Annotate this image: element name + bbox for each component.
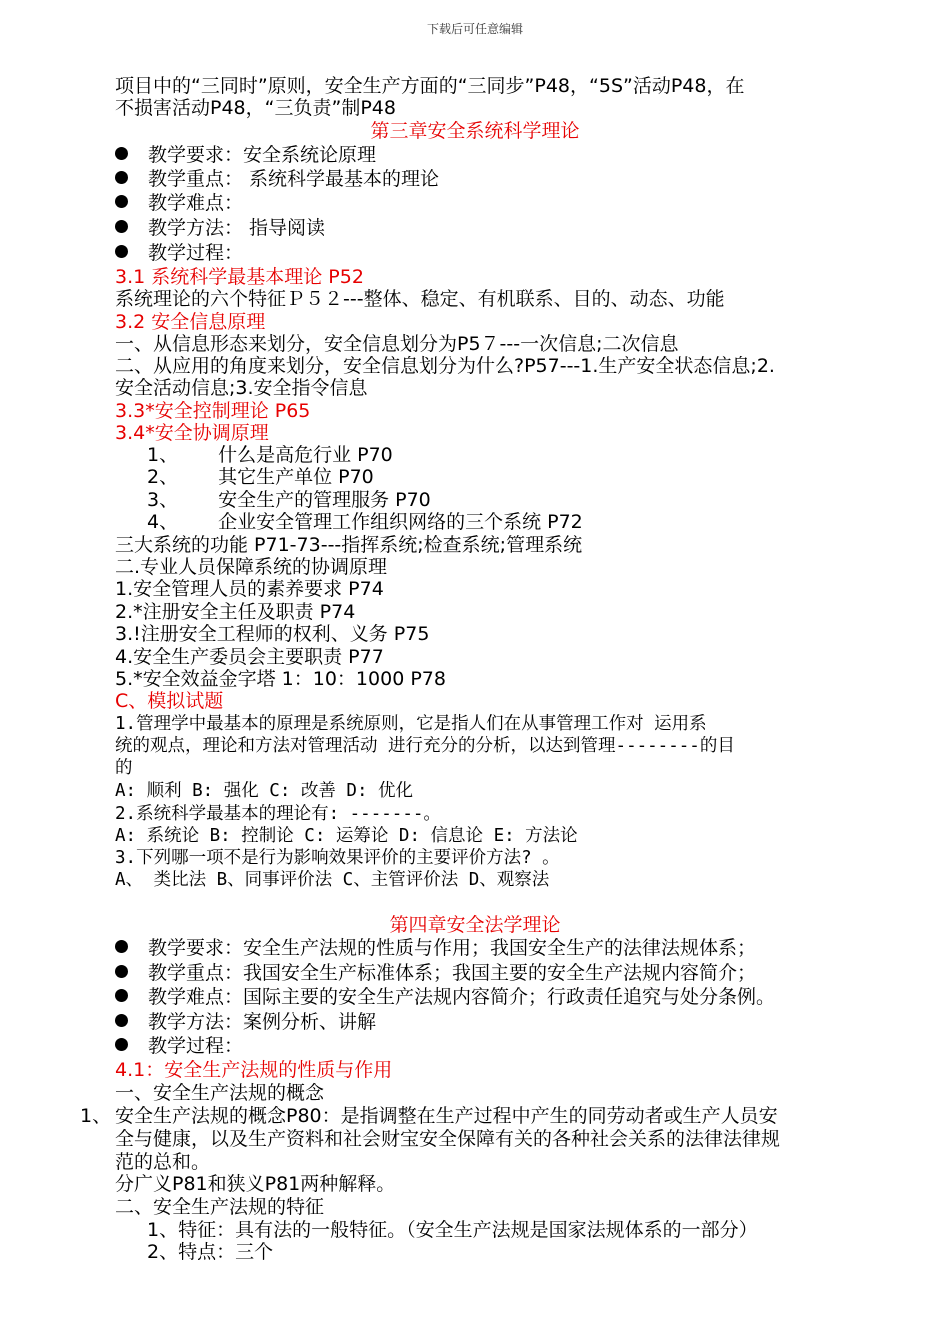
section-3-2-title: 3.2 安全信息原理 xyxy=(115,311,266,333)
item-1-line-1: 安全生产法规的概念P80：是指调整在生产过程中产生的同劳动者或生产人员安 xyxy=(115,1105,778,1127)
section-3-1-title: 3.1 系统科学最基本理论 P52 xyxy=(115,266,364,288)
mock-line-8: A、 类比法 B、同事评价法 C、主管评价法 D、观察法 xyxy=(115,870,550,890)
section-3-2-line-3: 安全活动信息;3.安全指令信息 xyxy=(115,377,368,399)
section-3-4-line-4: 2.*注册安全主任及职责 P74 xyxy=(115,601,356,623)
section-3-2-line-2: 二、从应用的角度来划分，安全信息划分为什么?P57---1.生产安全状态信息;2. xyxy=(115,355,775,377)
mock-line-7: 3.下列哪一项不是行为影响效果评价的主要评价方法? 。 xyxy=(115,848,560,868)
bullet-icon xyxy=(115,965,128,978)
section-3-4-line-2: 二.专业人员保障系统的协调原理 xyxy=(115,556,388,578)
page-header: 下载后可任意编辑 xyxy=(426,22,523,36)
bullet-icon xyxy=(115,171,128,184)
bullet-icon xyxy=(115,147,128,160)
intro-line-2: 不损害活动P48，“三负责”制P48 xyxy=(115,97,396,119)
ch3-bullet-2: 教学重点： 系统科学最基本的理论 xyxy=(115,168,439,190)
bullet-icon xyxy=(115,220,128,233)
section-3-1-text: 系统理论的六个特征Ｐ５２---整体、稳定、有机联系、目的、动态、功能 xyxy=(115,288,725,310)
mock-test-title: C、模拟试题 xyxy=(115,690,224,712)
section-3-4-line-5: 3.!注册安全工程师的权利、义务 P75 xyxy=(115,623,430,645)
section-4-1-title: 4.1：安全生产法规的性质与作用 xyxy=(115,1059,393,1081)
ch4-bullet-5: 教学过程： xyxy=(115,1035,243,1057)
ch3-bullet-1: 教学要求：安全系统论原理 xyxy=(115,144,376,166)
bullet-icon xyxy=(115,989,128,1002)
item-1-number: 1、 xyxy=(80,1105,112,1127)
section-3-4-line-1: 三大系统的功能 P71-73---指挥系统;检查系统;管理系统 xyxy=(115,534,583,556)
ch4-bullet-4: 教学方法：案例分析、讲解 xyxy=(115,1011,376,1033)
bullet-icon xyxy=(115,245,128,258)
section-3-3-title: 3.3*安全控制理论 P65 xyxy=(115,400,311,422)
ch4-bullet-2: 教学重点：我国安全生产标准体系；我国主要的安全生产法规内容简介； xyxy=(115,962,756,984)
section-3-4-line-6: 4.安全生产委员会主要职责 P77 xyxy=(115,646,384,668)
bullet-icon xyxy=(115,940,128,953)
chapter-4-title: 第四章安全法学理论 xyxy=(389,914,561,936)
ch4-bullet-3: 教学难点：国际主要的安全生产法规内容简介；行政责任追究与处分条例。 xyxy=(115,986,775,1008)
section-3-4-line-7: 5.*安全效益金字塔 1：10：1000 P78 xyxy=(115,668,446,690)
mock-line-3: 的 xyxy=(115,758,133,778)
item-1-line-2: 全与健康，以及生产资料和社会财宝安全保障有关的各种社会关系的法律法律规 xyxy=(115,1128,781,1150)
ch3-numbered-item-2: 2、 其它生产单位 P70 xyxy=(147,466,374,488)
mock-line-2: 统的观点，理论和方法对管理活动 进行充分的分析，以达到管理--------的目 xyxy=(115,736,735,756)
mock-line-4: A: 顺利 B: 强化 C: 改善 D: 优化 xyxy=(115,781,414,801)
mock-line-1: 1.管理学中最基本的原理是系统原则，它是指人们在从事管理工作对 运用系 xyxy=(115,714,707,734)
mock-line-5: 2.系统科学最基本的理论有: -------。 xyxy=(115,804,441,824)
item-1-line-3: 范的总和。 xyxy=(115,1151,211,1173)
ch3-numbered-item-3: 3、 安全生产的管理服务 P70 xyxy=(147,489,431,511)
ch3-numbered-item-1: 1、 什么是高危行业 P70 xyxy=(147,444,393,466)
ch4-bullet-1: 教学要求：安全生产法规的性质与作用；我国安全生产的法律法规体系； xyxy=(115,937,756,959)
chapter-3-title: 第三章安全系统科学理论 xyxy=(370,120,580,142)
ch3-bullet-3: 教学难点： xyxy=(115,192,243,214)
ch3-numbered-item-4: 4、 企业安全管理工作组织网络的三个系统 P72 xyxy=(147,511,583,533)
section-3-2-line-1: 一、从信息形态来划分，安全信息划分为P5７---一次信息;二次信息 xyxy=(115,333,679,355)
bullet-icon xyxy=(115,1038,128,1051)
bullet-icon xyxy=(115,195,128,208)
intro-line-1: 项目中的“三同时”原则，安全生产方面的“三同步”P48，“5S”活动P48，在 xyxy=(115,75,745,97)
ch3-bullet-5: 教学过程： xyxy=(115,242,243,264)
mock-line-6: A: 系统论 B: 控制论 C: 运筹论 D: 信息论 E: 方法论 xyxy=(115,826,578,846)
section-4-1-subtitle-1: 一、安全生产法规的概念 xyxy=(115,1082,325,1104)
feature-line-1: 1、特征：具有法的一般特征。（安全生产法规是国家法规体系的一部分） xyxy=(147,1219,758,1241)
bullet-icon xyxy=(115,1014,128,1027)
section-3-4-title: 3.4*安全协调原理 xyxy=(115,422,269,444)
feature-line-2: 2、特点：三个 xyxy=(147,1241,274,1263)
ch3-bullet-4: 教学方法： 指导阅读 xyxy=(115,217,325,239)
section-4-1-subtitle-2: 二、安全生产法规的特征 xyxy=(115,1196,325,1218)
item-1-line-4: 分广义P81和狭义P81两种解释。 xyxy=(115,1173,396,1195)
section-3-4-line-3: 1.安全管理人员的素养要求 P74 xyxy=(115,578,384,600)
